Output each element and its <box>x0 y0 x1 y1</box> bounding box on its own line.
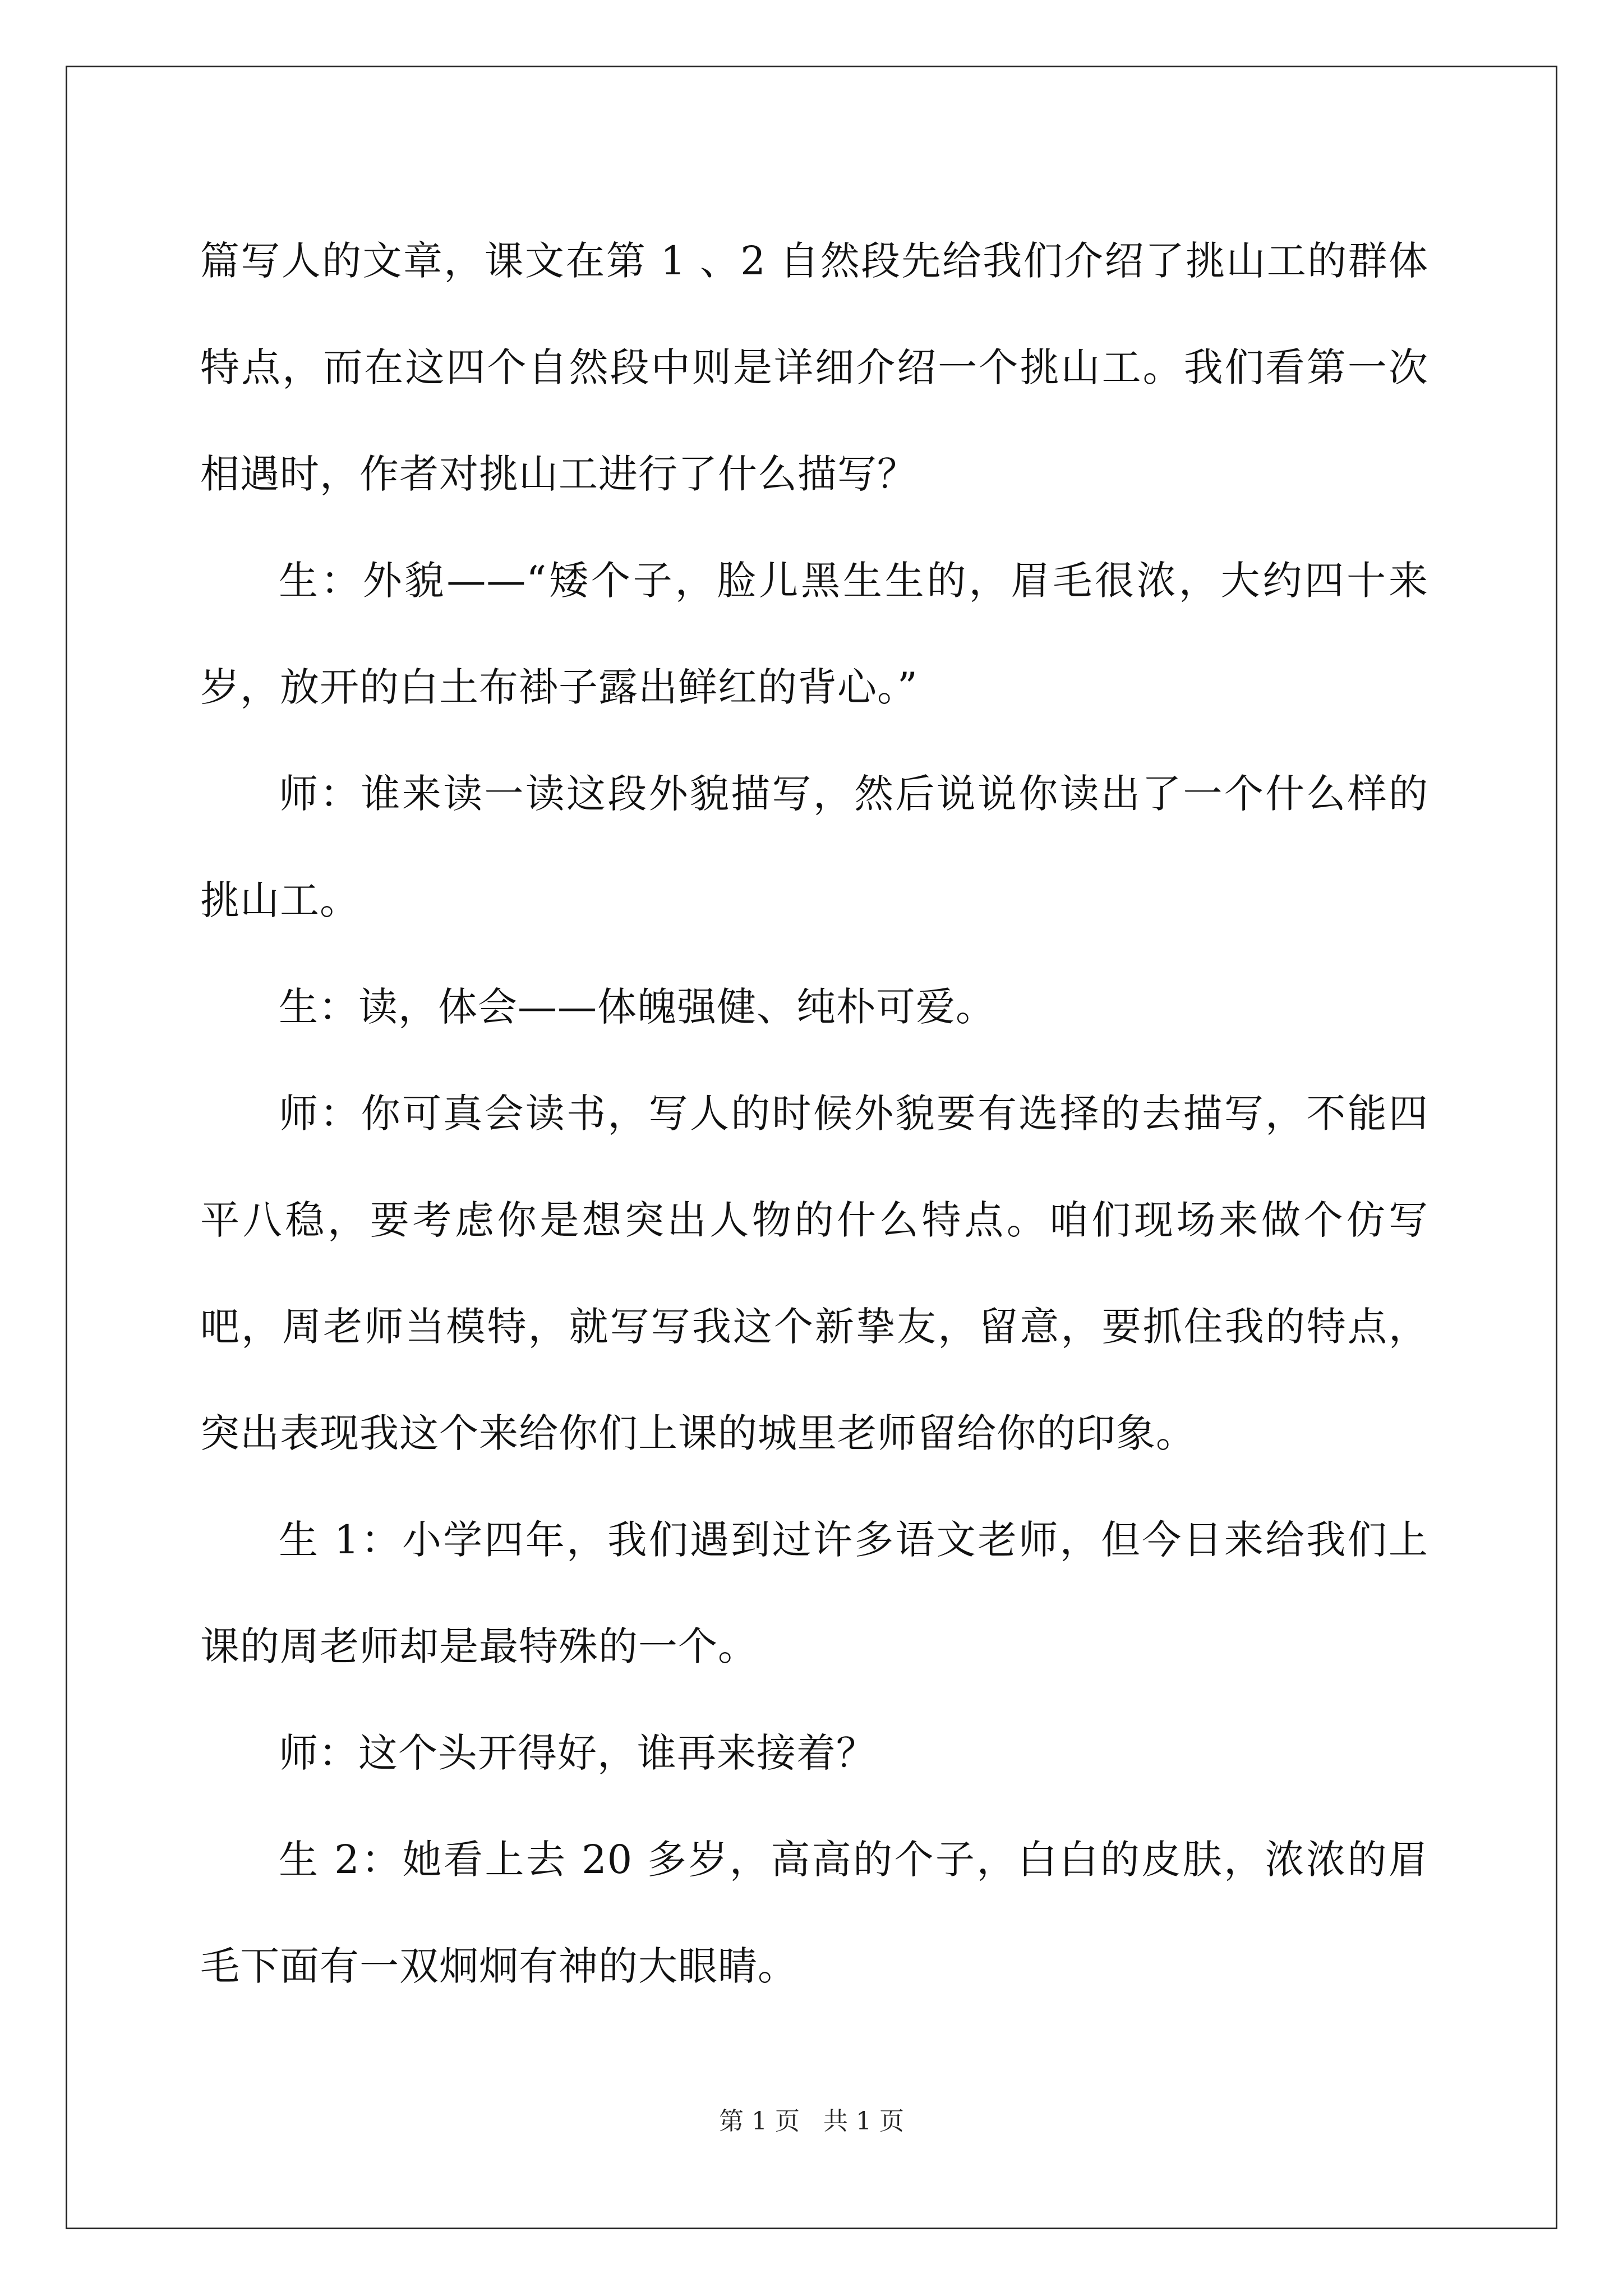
paragraph-1: 篇写人的文章，课文在第 1 、2 自然段先给我们介绍了挑山工的群体特点，而在这四个自然段中则是详细介绍一个挑山工。我们看第一次相遇时，作者对挑山工进行了什么描写？ <box>200 238 1428 497</box>
paragraph-3: 师：谁来读一读这段外貌描写，然后说说你读出了一个什么样的挑山工。 <box>200 771 1428 923</box>
document-body <box>200 208 1428 2019</box>
paragraph-4: 生：读，体会——体魄强健、纯朴可爱。 <box>279 984 995 1030</box>
page-footer: 第 1 页 共 1 页 <box>719 2107 904 2136</box>
paragraph-2: 生：外貌——“矮个子，脸儿黑生生的，眉毛很浓，大约四十来岁，放开的白土布褂子露出鲜红的背心。” <box>200 558 1428 710</box>
paragraph-8: 生 2：她看上去 20 多岁，高高的个子，白白的皮肤，浓浓的眉毛下面有一双炯炯有神的大眼睛。 <box>200 1837 1428 1989</box>
paragraph-7: 师：这个头开得好，谁再来接着？ <box>279 1730 876 1776</box>
paragraph-6: 生 1：小学四年，我们遇到过许多语文老师，但今日来给我们上课的周老师却是最特殊的一个。 <box>200 1517 1428 1669</box>
paragraph-5: 师：你可真会读书，写人的时候外貌要有选择的去描写，不能四平八稳，要考虑你是想突出人物的什么特点。咱们现场来做个仿写吧，周老师当模特，就写写我这个新挚友，留意，要抓住我的特点，突出表现我这个来给你们上课的城里老师留给你的印象。 <box>200 1091 1428 1456</box>
